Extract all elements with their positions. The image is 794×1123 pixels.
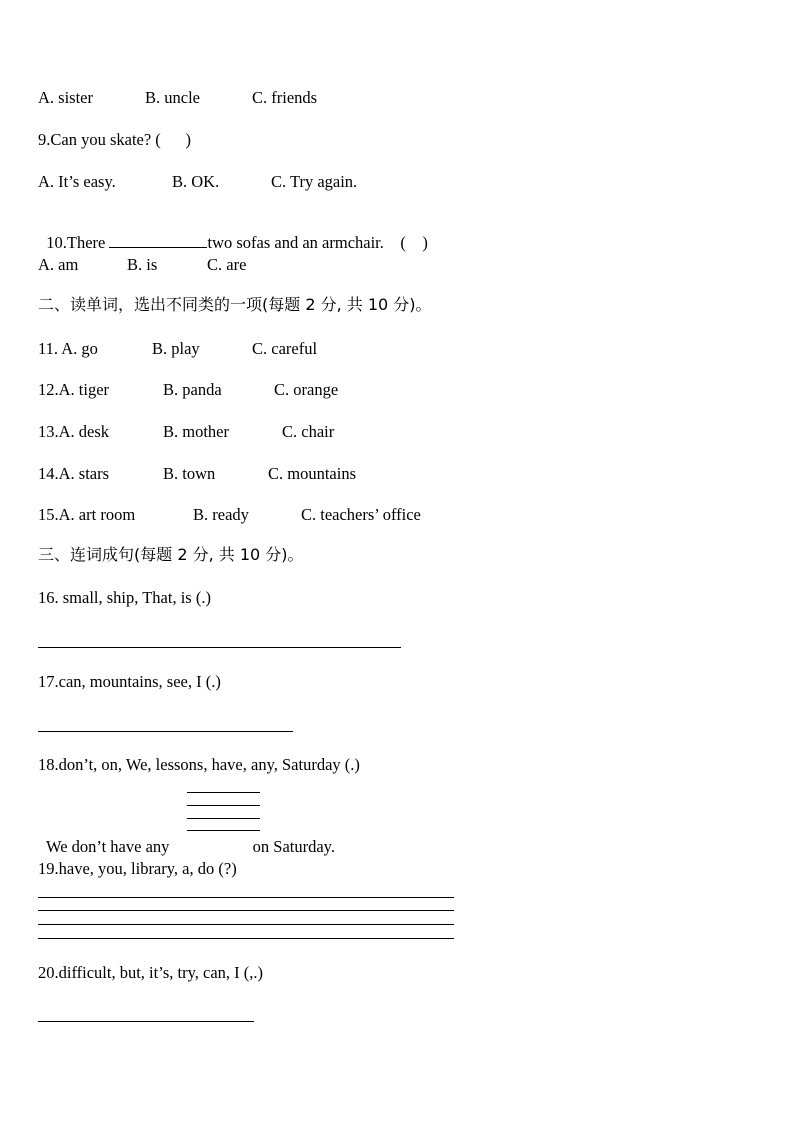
q8-option-c: C. friends: [252, 88, 318, 107]
q13-option-c: C. chair: [282, 422, 335, 441]
q17-stem: 17.can, mountains, see, I (.): [38, 672, 221, 691]
q14-option-b: B. town: [163, 464, 216, 483]
q19-answer-line-1[interactable]: [38, 897, 454, 898]
q19-answer-line-4[interactable]: [38, 938, 454, 939]
q13-option-a: 13.A. desk: [38, 422, 110, 441]
q18-stem: 18.don’t, on, We, lessons, have, any, Saturday (.): [38, 755, 360, 774]
q8-option-b: B. uncle: [145, 88, 200, 107]
q18-blank-line-2[interactable]: [187, 805, 260, 806]
q10-option-b: B. is: [127, 255, 158, 274]
q18-sentence-end: on Saturday.: [248, 837, 335, 856]
q15-option-c: C. teachers’ office: [301, 505, 421, 524]
q10-stem-end: two sofas and an armchair. ( ): [207, 233, 428, 252]
q10-option-c: C. are: [207, 255, 247, 274]
q8-option-a: A. sister: [38, 88, 93, 107]
q12-option-b: B. panda: [163, 380, 222, 399]
q10-option-a: A. am: [38, 255, 79, 274]
q15-option-b: B. ready: [193, 505, 249, 524]
q18-sentence-start: We don’t have any: [45, 837, 174, 856]
q9-option-b: B. OK.: [172, 172, 220, 191]
q19-answer-line-3[interactable]: [38, 924, 454, 925]
q20-stem: 20.difficult, but, it’s, try, can, I (,.): [38, 963, 263, 982]
q11-option-c: C. careful: [252, 339, 318, 358]
q9-option-a: A. It’s easy.: [38, 172, 116, 191]
q12-option-c: C. orange: [274, 380, 339, 399]
q11-option-a: 11. A. go: [38, 339, 98, 358]
q15-option-a: 15.A. art room: [38, 505, 136, 524]
q16-answer-line[interactable]: [38, 647, 401, 648]
q19-stem: 19.have, you, library, a, do (?): [38, 859, 237, 878]
q11-option-b: B. play: [152, 339, 200, 358]
q10-answer-blank[interactable]: [109, 247, 207, 248]
q10-stem: [38, 213, 428, 253]
q18-sentence: [38, 817, 335, 857]
section-2-heading: 二、读单词，选出不同类的一项(每题 2 分, 共 10 分)。: [38, 295, 432, 314]
q9-option-c: C. Try again.: [271, 172, 358, 191]
q9-stem: 9.Can you skate? ( ): [38, 130, 192, 149]
q12-option-a: 12.A. tiger: [38, 380, 110, 399]
q18-blank-line-1[interactable]: [187, 792, 260, 793]
section-3-heading: 三、连词成句(每题 2 分, 共 10 分)。: [38, 545, 304, 564]
q14-option-a: 14.A. stars: [38, 464, 110, 483]
q17-answer-line[interactable]: [38, 731, 293, 732]
q20-answer-line[interactable]: [38, 1021, 254, 1022]
q14-option-c: C. mountains: [268, 464, 357, 483]
q16-stem: 16. small, ship, That, is (.): [38, 588, 211, 607]
q13-option-b: B. mother: [163, 422, 229, 441]
q19-answer-line-2[interactable]: [38, 910, 454, 911]
q10-stem-start: 10.There: [46, 233, 110, 252]
